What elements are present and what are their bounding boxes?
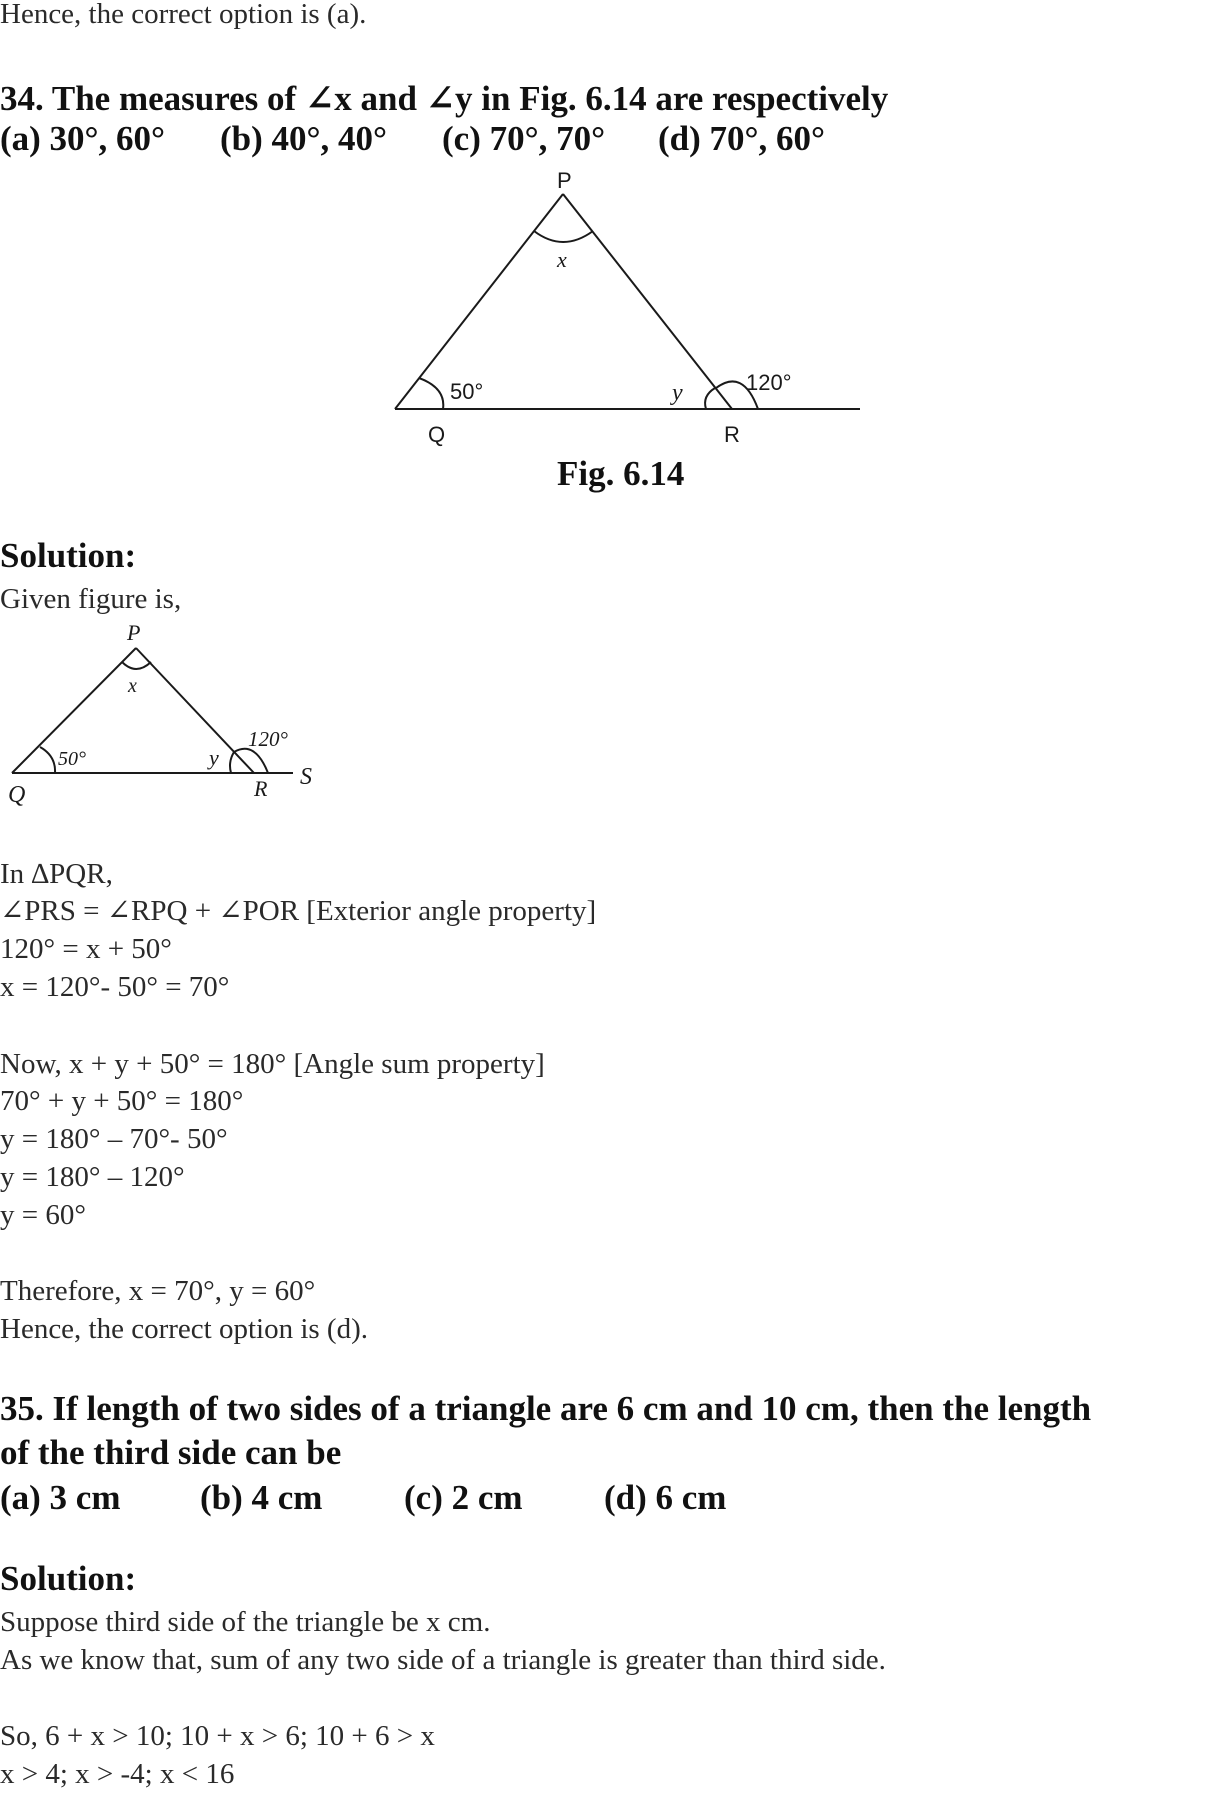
small-arc-50	[40, 747, 55, 773]
option-b: (b) 4 cm	[200, 1478, 323, 1517]
option-c: (c) 2 cm	[404, 1478, 523, 1517]
step-line: Now, x + y + 50° = 180° [Angle sum property]	[0, 1048, 545, 1080]
step-line: Therefore, x = 70°, y = 60°	[0, 1275, 316, 1307]
step-line: y = 180° – 120°	[0, 1161, 185, 1193]
solution-heading-34: Solution:	[0, 536, 137, 575]
small-label-120: 120°	[248, 727, 288, 751]
small-arc-y	[230, 752, 234, 773]
fig-arc-x	[534, 231, 593, 242]
small-label-x: x	[128, 675, 137, 697]
fig-arc-y	[705, 388, 715, 409]
conclusion-34: Hence, the correct option is (d).	[0, 1313, 368, 1345]
fig-label-50: 50°	[450, 379, 484, 404]
step-line: Suppose third side of the triangle be x cm.	[0, 1606, 491, 1638]
fig-label-q: Q	[428, 422, 446, 447]
question-34-text: 34. The measures of ∠x and ∠y in Fig. 6.14 are respectively	[0, 79, 889, 118]
fig-side-pr	[563, 194, 732, 409]
option-b: (b) 40°, 40°	[220, 119, 388, 158]
small-label-y: y	[209, 745, 219, 770]
step-line: 120° = x + 50°	[0, 933, 172, 965]
small-label-r: R	[254, 776, 268, 801]
option-d: (d) 70°, 60°	[658, 119, 826, 158]
fig-arc-50	[419, 378, 443, 409]
option-a: (a) 30°, 60°	[0, 119, 166, 158]
small-label-s: S	[300, 764, 312, 790]
question-35-text-line1: 35. If length of two sides of a triangle are 6 cm and 10 cm, then the length	[0, 1389, 1092, 1428]
option-c: (c) 70°, 70°	[442, 119, 606, 158]
previous-conclusion: Hence, the correct option is (a).	[0, 0, 367, 30]
small-figure	[0, 600, 340, 820]
small-label-p: P	[127, 620, 141, 645]
step-line: 70° + y + 50° = 180°	[0, 1085, 244, 1117]
step-line: y = 60°	[0, 1199, 86, 1231]
option-a: (a) 3 cm	[0, 1478, 121, 1517]
step-line: x = 120°- 50° = 70°	[0, 971, 230, 1003]
solution-heading-35: Solution:	[0, 1559, 137, 1598]
fig-label-p: P	[557, 168, 572, 193]
fig-label-r: R	[724, 422, 740, 447]
step-line: So, 6 + x > 10; 10 + x > 6; 10 + 6 > x	[0, 1720, 435, 1752]
fig-label-120: 120°	[746, 370, 792, 395]
step-line: ∠PRS = ∠RPQ + ∠POR [Exterior angle property]	[0, 895, 597, 927]
small-arc-x	[122, 662, 151, 669]
fig-label-y: y	[672, 380, 683, 406]
step-line: x > 4; x > -4; x < 16	[0, 1758, 235, 1790]
figure-6-14	[0, 0, 1211, 480]
question-35-options	[0, 1477, 726, 1519]
fig-label-x: x	[557, 247, 567, 272]
figure-caption: Fig. 6.14	[557, 454, 685, 493]
step-line: y = 180° – 70°- 50°	[0, 1123, 228, 1155]
step-line: In ∆PQR,	[0, 858, 113, 890]
step-line: As we know that, sum of any two side of a triangle is greater than third side.	[0, 1644, 886, 1676]
fig-side-pq	[395, 194, 563, 409]
small-label-50: 50°	[58, 748, 86, 770]
small-side-pr	[136, 648, 254, 773]
question-35-text-line2: of the third side can be	[0, 1433, 342, 1472]
small-label-q: Q	[8, 782, 26, 808]
option-d: (d) 6 cm	[604, 1478, 727, 1517]
given-text: Given figure is,	[0, 583, 182, 615]
